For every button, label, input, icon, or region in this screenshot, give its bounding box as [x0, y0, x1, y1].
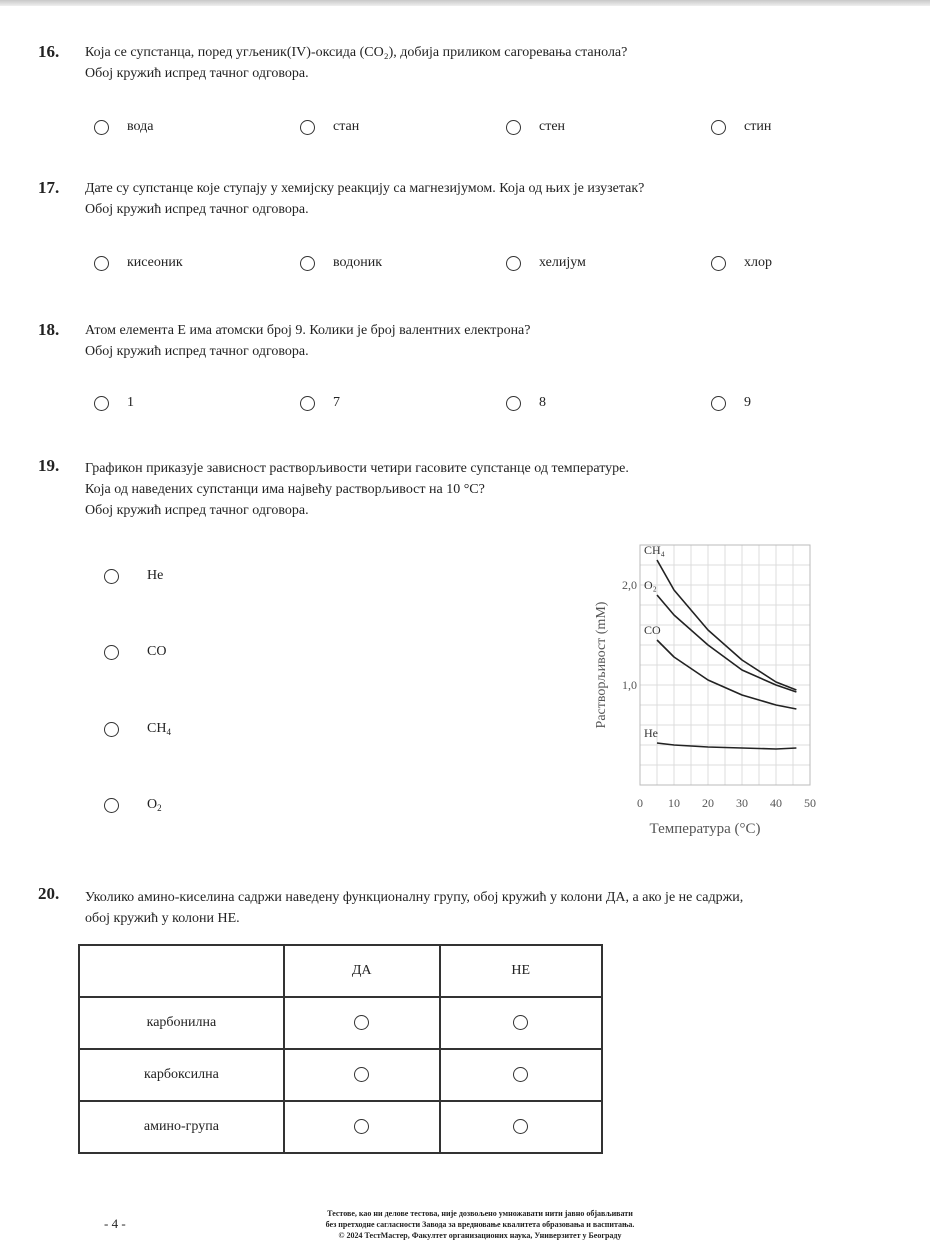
radio-button[interactable]: [104, 645, 119, 660]
option-label: O: [147, 797, 158, 812]
question-instruction: Обој кружић испред тачног одговора.: [85, 66, 309, 81]
option-label: 9: [744, 395, 751, 410]
radio-button[interactable]: [104, 798, 119, 813]
q17-option-2[interactable]: [300, 255, 382, 271]
radio-button[interactable]: [513, 1015, 528, 1030]
no-cell: [440, 1049, 603, 1101]
option-subscript: 2: [157, 803, 162, 813]
question-text: [85, 458, 895, 521]
copyright-notice: [220, 1208, 740, 1241]
option-label: 8: [539, 395, 546, 410]
option-label: стан: [333, 119, 360, 134]
x-tick-label: 30: [736, 796, 748, 810]
question-prompt: Графикон приказује зависност растворљивости четири гасовите супстанце од температуре.: [85, 461, 629, 476]
radio-button[interactable]: [354, 1067, 369, 1082]
y-axis-label: Растворљивост (mM): [594, 601, 609, 729]
question-text: [85, 42, 895, 84]
radio-button[interactable]: [506, 120, 521, 135]
q16-option-3[interactable]: [506, 119, 565, 135]
question-19: [38, 456, 898, 526]
radio-button[interactable]: [104, 569, 119, 584]
q16-option-2[interactable]: [300, 119, 359, 135]
series-label: CO: [644, 623, 661, 637]
option-label: CH: [147, 721, 167, 736]
row-label: карбоксилна: [79, 1049, 284, 1101]
q17-option-4[interactable]: [711, 255, 772, 271]
series-line: [657, 595, 796, 692]
x-tick-label: 20: [702, 796, 714, 810]
option-label: CO: [147, 644, 167, 659]
yes-cell: [284, 1049, 440, 1101]
question-text: [85, 887, 895, 929]
top-edge: [0, 0, 930, 6]
radio-button[interactable]: [300, 396, 315, 411]
option-label: хлор: [744, 255, 772, 270]
table-header-no: НЕ: [440, 945, 603, 997]
table-row: [79, 1049, 602, 1101]
y-tick-label: 2,0: [622, 578, 637, 592]
question-text: [85, 320, 895, 362]
radio-button[interactable]: [354, 1119, 369, 1134]
option-label: кисеоник: [127, 255, 183, 270]
series-label: He: [644, 726, 658, 740]
radio-button[interactable]: [513, 1119, 528, 1134]
radio-button[interactable]: [300, 256, 315, 271]
table-header-yes: ДА: [284, 945, 440, 997]
answer-table: [78, 944, 603, 1154]
radio-button[interactable]: [94, 256, 109, 271]
question-prompt: Уколико амино-киселина садржи наведену функционалну групу, обој кружић у колони ДА, а ако је не садржи,: [85, 890, 744, 905]
x-tick-label: 50: [804, 796, 816, 810]
option-label: стен: [539, 119, 566, 134]
question-17: [38, 178, 898, 238]
option-label: стин: [744, 119, 772, 134]
question-instruction: Обој кружић испред тачног одговора.: [85, 344, 309, 359]
radio-button[interactable]: [104, 722, 119, 737]
question-number: 16.: [38, 42, 60, 61]
radio-button[interactable]: [711, 396, 726, 411]
q16-option-1[interactable]: [94, 119, 153, 135]
q18-option-1[interactable]: [94, 395, 134, 411]
page-number: - 4 -: [104, 1216, 126, 1231]
option-label: водоник: [333, 255, 383, 270]
x-axis-label: Температура (°C): [649, 821, 761, 837]
q18-option-4[interactable]: [711, 395, 751, 411]
series-line: [657, 743, 796, 749]
question-prompt-2: обој кружић у колони НЕ.: [85, 911, 240, 926]
x-tick-label: 10: [668, 796, 680, 810]
radio-button[interactable]: [506, 256, 521, 271]
question-prompt: Дате су супстанце које ступају у хемијску реакцију са магнезијумом. Која од њих је изузетак?: [85, 181, 645, 196]
q18-option-2[interactable]: [300, 395, 340, 411]
option-label: 1: [127, 395, 134, 410]
y-tick-label: 1,0: [622, 678, 637, 692]
radio-button[interactable]: [711, 120, 726, 135]
solubility-chart: [585, 540, 835, 850]
question-text: [85, 178, 895, 220]
option-label: вода: [127, 119, 154, 134]
series-label: O₂: [644, 578, 657, 592]
question-number: 18.: [38, 320, 60, 339]
option-label: 7: [333, 395, 340, 410]
q19-option-he[interactable]: [104, 568, 163, 584]
q18-option-3[interactable]: [506, 395, 546, 411]
row-label: амино-група: [79, 1101, 284, 1153]
copyright-line: без претходне сагласности Завода за вредновање квалитета образовања и васпитања.: [325, 1220, 635, 1229]
option-subscript: 4: [166, 727, 171, 737]
option-label: He: [147, 568, 164, 583]
radio-button[interactable]: [354, 1015, 369, 1030]
radio-button[interactable]: [711, 256, 726, 271]
question-instruction: Обој кружић испред тачног одговора.: [85, 503, 309, 518]
q17-option-1[interactable]: [94, 255, 183, 271]
question-instruction: Обој кружић испред тачног одговора.: [85, 202, 309, 217]
question-number: 19.: [38, 456, 60, 475]
question-prompt-2: Која од наведених супстанци има највећу растворљивост на 10 °C?: [85, 482, 485, 497]
radio-button[interactable]: [506, 396, 521, 411]
x-tick-label: 0: [637, 796, 643, 810]
radio-button[interactable]: [94, 120, 109, 135]
x-tick-label: 40: [770, 796, 782, 810]
q19-option-co[interactable]: [104, 644, 166, 660]
q19-option-o2[interactable]: [104, 797, 162, 813]
series-label: CH₄: [644, 543, 665, 557]
question-20: [38, 884, 898, 934]
row-label: карбонилна: [79, 997, 284, 1049]
copyright-line: © 2024 ТестМастер, Факултет организационих наука, Универзитет у Београду: [338, 1231, 622, 1240]
table-row: [79, 997, 602, 1049]
radio-button[interactable]: [94, 396, 109, 411]
table-row: [79, 1101, 602, 1153]
q16-option-4[interactable]: [711, 119, 771, 135]
radio-button[interactable]: [513, 1067, 528, 1082]
radio-button[interactable]: [300, 120, 315, 135]
yes-cell: [284, 997, 440, 1049]
question-prompt: Која се супстанца, поред угљеник(IV)-оксида (CO₂), добија приликом сагоревања станола?: [85, 45, 628, 60]
question-18: [38, 320, 898, 380]
option-label: хелијум: [539, 255, 586, 270]
series-line: [657, 640, 796, 709]
question-prompt: Атом елемента Е има атомски број 9. Колики је број валентних електрона?: [85, 323, 531, 338]
q19-option-ch4[interactable]: [104, 721, 171, 737]
q17-option-3[interactable]: [506, 255, 586, 271]
table-header-empty: [79, 945, 284, 997]
question-number: 17.: [38, 178, 60, 197]
table-header-row: [79, 945, 602, 997]
no-cell: [440, 997, 603, 1049]
question-number: 20.: [38, 884, 60, 903]
yes-cell: [284, 1101, 440, 1153]
copyright-line: Тестове, као ни делове тестова, није дозвољено умножавати нити јавно објављивати: [327, 1209, 633, 1218]
no-cell: [440, 1101, 603, 1153]
